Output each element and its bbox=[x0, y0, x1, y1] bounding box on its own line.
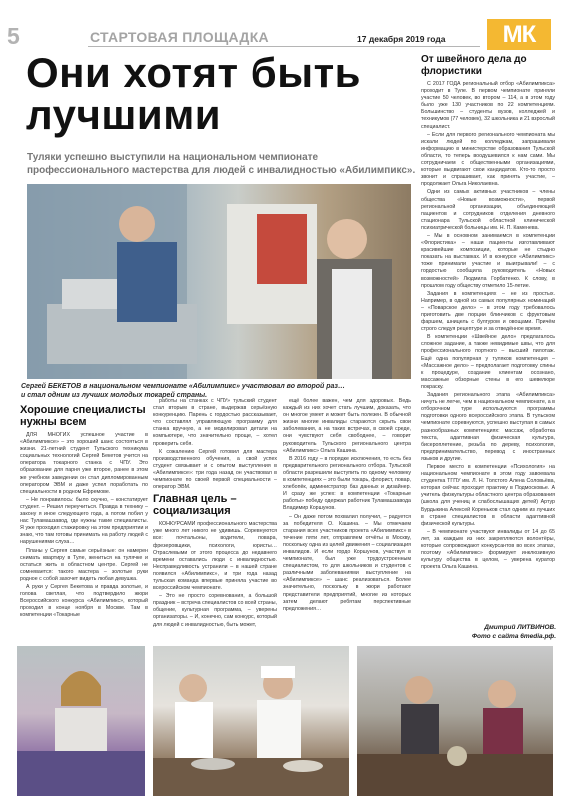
subheading-main-goal: Главная цель – социализация bbox=[153, 493, 237, 518]
photo-floristry-illustration bbox=[357, 646, 553, 796]
article-column-4 bbox=[421, 52, 555, 622]
author-credit: Дмитрий ЛИТВИНОВ. bbox=[484, 624, 556, 631]
mk-logo: МК bbox=[487, 19, 551, 50]
subheading-from-sewing-to-floristry: От швейного дела до флористики bbox=[421, 54, 527, 77]
paragraph: А руки у Сергея Бекетова и правда золотые, и голова светлая, что подтвердило жюри Всероссийского конкурса «Абилимпикс», который проходил в конце ноября в Москве. Там в компетенции «Токарные bbox=[20, 583, 148, 619]
photo-floristry-competition bbox=[357, 646, 553, 796]
paragraph: ещё более важен, чем для здоровых. Ведь каждый из них хочет стать лучшим, доказать, что он многое умеет и может быть полезен. В обычной жизни многие инвалиды стараются скрыть свои заболевания, а на таких встречах, в своей среде, они чувствуют себя свободнее, – говорит руководитель Тульского регионального центра «Абилимпикс» Ольга Кашина. bbox=[283, 398, 411, 454]
issue-date: 17 декабря 2019 года bbox=[357, 34, 446, 44]
photo-cooks-illustration bbox=[153, 646, 349, 796]
paragraph: Задания регионального этапа «Абилимпикса» ничуть не легче, чем в национальном чемпионате, а в отборочном туре используются программы подготовки одного всероссийского этапа. В тульском чемпионате соревнуются, успешно выступая в самых разнообразных компетенциях: массаж, обработка текста, адаптивная физическая культура, бисероплетение, резьба по дереву, психология, предпринимательство, перевод с иностранных языков и другие. bbox=[421, 392, 555, 462]
article-column-2 bbox=[153, 398, 277, 644]
header-divider bbox=[88, 46, 480, 47]
paragraph: ДЛЯ МНОГИХ успешное участие в «Абилимпиксе» – это хороший шанс состояться в жизни. 21-летний студент Тульского техникума социальных технологий Сергей Бекетов учится на оператора токарного станка с ЧПУ. Это образование для парня уже второе, ранее в этом же учебном заведении он стал дипломированным оператором ЭВМ и даже успел поработать по специальности в родном Ефремове. bbox=[20, 432, 148, 495]
paragraph: – Мы в основном занимаемся в компетенции «Флористика» – наши пациенты изготавливают красивейшие композиции, которые не стыдно показать на выставках. И в конкурсе «Абилимпикс» тоже принимали участие и выигрывали! – с гордостью сообщила руководитель «Новых возможностей» Людмила Горбатенко. К слову, в прошлом году обществу отметило 15-летие. bbox=[421, 232, 555, 289]
main-photo-lathe-operator bbox=[27, 184, 411, 379]
paragraph: К сожалению Сергей готовил для мастера производственного обучения, а свой успех студент связывает и с опытом выступления в «Абилимпиксе»: три года назад он участвовал в чемпионате по своей первой специальности – оператор ЭВМ. bbox=[153, 448, 277, 491]
photo-seamstress-illustration bbox=[17, 646, 145, 796]
article-credit bbox=[430, 624, 556, 641]
paragraph: – Он даже потом похвалил получил, – радуется за победителя О. Кашина. – Мы отмечаем старания всех участников проекта «Абилимпикс» в течение пяти лет, отправляем отчёты в Москву, поскольку одна из целей движения – социализация инвалидов. И если гордо Коршунов, участвуя в чемпионате, был уже трудоустроенным специалистом, то для школьников и студентов с различными заболеваниями выступление на «Абилимпиксе» – шанс реализоваться. Более значительно, поскольку в жюри работают представители предприятий, многие из которых затем делают ребятам перспективные предложения… bbox=[283, 513, 411, 612]
article-lead: Туляки успешно выступили на национальном чемпионате профессионального мастерства для людей с инвалидностью «Абилимпикс». bbox=[27, 152, 416, 176]
article-column-1 bbox=[20, 402, 148, 644]
paragraph: С 2017 ГОДА региональный отбор «Абилимпикса» проходит в Туле. В первом чемпионате приняли участие 50 человек, во втором – 114, а в этом году было уже 130 участников по 22 компетенциям. Большинство – студенты вузов, колледжей и техникумов (77 человек), 32 школьника и 21 взрослый специалист. bbox=[421, 81, 555, 130]
paragraph: – В чемпионате участвуют инвалиды от 14 до 65 лет, за каждым из них закрепляются волонтёры, которые сопровождают конкурсантов во всех этапах, поэтому «Абилимпикс» формирует инклюзивную культуру общества в целом, – уверена куратор проекта Ольга Кашина. bbox=[421, 528, 555, 571]
article-headline: Они хотят быть лучшими bbox=[26, 49, 361, 138]
section-rubric: СТАРТОВАЯ ПЛОЩАДКА bbox=[90, 29, 269, 45]
photo-caption: Сергей БЕКЕТОВ в национальном чемпионате «Абилимпикс» участвовал во второй раз… и стал одним из лучших молодых токарей страны. bbox=[21, 383, 345, 399]
paragraph: В компетенции «Швейное дело» предлагалось сложное задание, а также невидимые швы, что для профессионального портного – высший пилотаж. Ещё одна популярная у туляков компетенция – «Массажное дело» – предполагает подготовку спины к процедуре, создание клиентам осознано, массажные обзорные стены в его шевелюре покраску. bbox=[421, 334, 555, 390]
paragraph: В 2016 году – в порядке исключения, то есть без предварительного регионального отбора. Тульской области разрешили выступить по одному человеку в компетенциях – это были токарь, флорист, повар, хлебопёк, администратор баз данных и дизайнер. И сразу же успех: в компетенции «Токарные работы» победу одержал работник Туламашзавода Владимир Коршунов. bbox=[283, 455, 411, 512]
paragraph: – Не понравилось: было скучно, – констатирует студент. – Решил переучиться. Правда в технику – закону я иное следующего года, а потом побил у нас Туламашзавод, где нужны такие специалисты. Я уже проходил стажировку на этом предприятии и знаю, что там готовы принимать на работу людей с нарушениями слуха… bbox=[20, 496, 148, 546]
paragraph: КОНКУРСАМИ профессионального мастерства уже много лет никого не удивишь. Соревнуются все: почтальоны, водители, повара, фрезеровщики, психологи, юристы… Отраслевыми от этого процесса до недавнего времени оставались люди с инвалидностью. Несправедливость устранили – в нашей стране появился «Абилимпикс», и три года назад тульская команда впервые приняла участие во всероссийском чемпионате. bbox=[153, 521, 277, 592]
photo-credit: Фото с сайта 6media.рф. bbox=[471, 632, 556, 640]
subheading-good-specialists: Хорошие специалисты нужны всем bbox=[20, 404, 146, 428]
paragraph: Планы у Сергея самые серьёзные: он намерен снимать квартиру в Туле, жениться на тулячке и остаться жить в областном центре. Сергей не сомневается: такого мастера – золотые руки родное с собой захочет видеть любая девушка. bbox=[20, 547, 148, 582]
paragraph: – Если для первого регионального чемпионата мы искали людей по колледжам, запрашивали информацию в министерстве образования Тульской области, то теперь воодушевился к нам сами. Мы сотрудничаем с общественными организациями, которые выдвигают свои кандидатов. Кто-то просто звонит и спрашивает, как принять участие, – продолжает Ольга Николаевна. bbox=[421, 131, 555, 188]
paragraph: Одни из самых активных участников – члены общества «Новые возможности», первой региональной организации, объединяющей пациентов и сотрудников отделения дневного стационара Тульской областной клинической психиатрической больницы им. Н. П. Каменева. bbox=[421, 189, 555, 231]
paragraph: работы на станках с ЧПУ» тульский студент стал вторым в стране, выдержав серьёзную конкуренцию. Парень с гордостью рассказывает, что составлял управляющую программу для станка вручную, а не моделировал детали на компьютере, что значительно проще, – хотел проверить себя. bbox=[153, 398, 277, 447]
page-number: 5 bbox=[7, 23, 20, 49]
photo-cooks-competition bbox=[153, 646, 349, 796]
paragraph: Задания в компетенциях – не из простых. Например, в одной из самых популярных номинаций – «Поварское дело» – в этом году требовалось приготовить две порции блинчиков с фруктовым фаршем, шницель с булгуром и овощами. Причём строго следуя рецептуре и за отведённое время. bbox=[421, 290, 555, 333]
paragraph: Первое место в компетенции «Психология» на национальном чемпионате в этом году завоевала студентка ТГПУ им. Л. Н. Толстого Алена Соловьёва, которая сейчас проходит практику в Подмосковье. А учитель физкультуры областного центра образования (школа для учениц и слабослышащих детей) Артур Бурдыкина Алексей Кореньков стал одним из лучших в стране специалистов в области адаптивной физической культуры. bbox=[421, 463, 555, 527]
article-column-3 bbox=[283, 398, 411, 644]
photo-seamstress bbox=[17, 646, 145, 796]
main-photo-illustration bbox=[27, 184, 411, 379]
paragraph: – Это не просто соревнования, а большой праздник – встреча специалистов со всей страны, общение, культурная программа, – уверены организаторы. – И, конечно, сам конкурс, который для людей с инвалидностью, быть может, bbox=[153, 593, 277, 628]
